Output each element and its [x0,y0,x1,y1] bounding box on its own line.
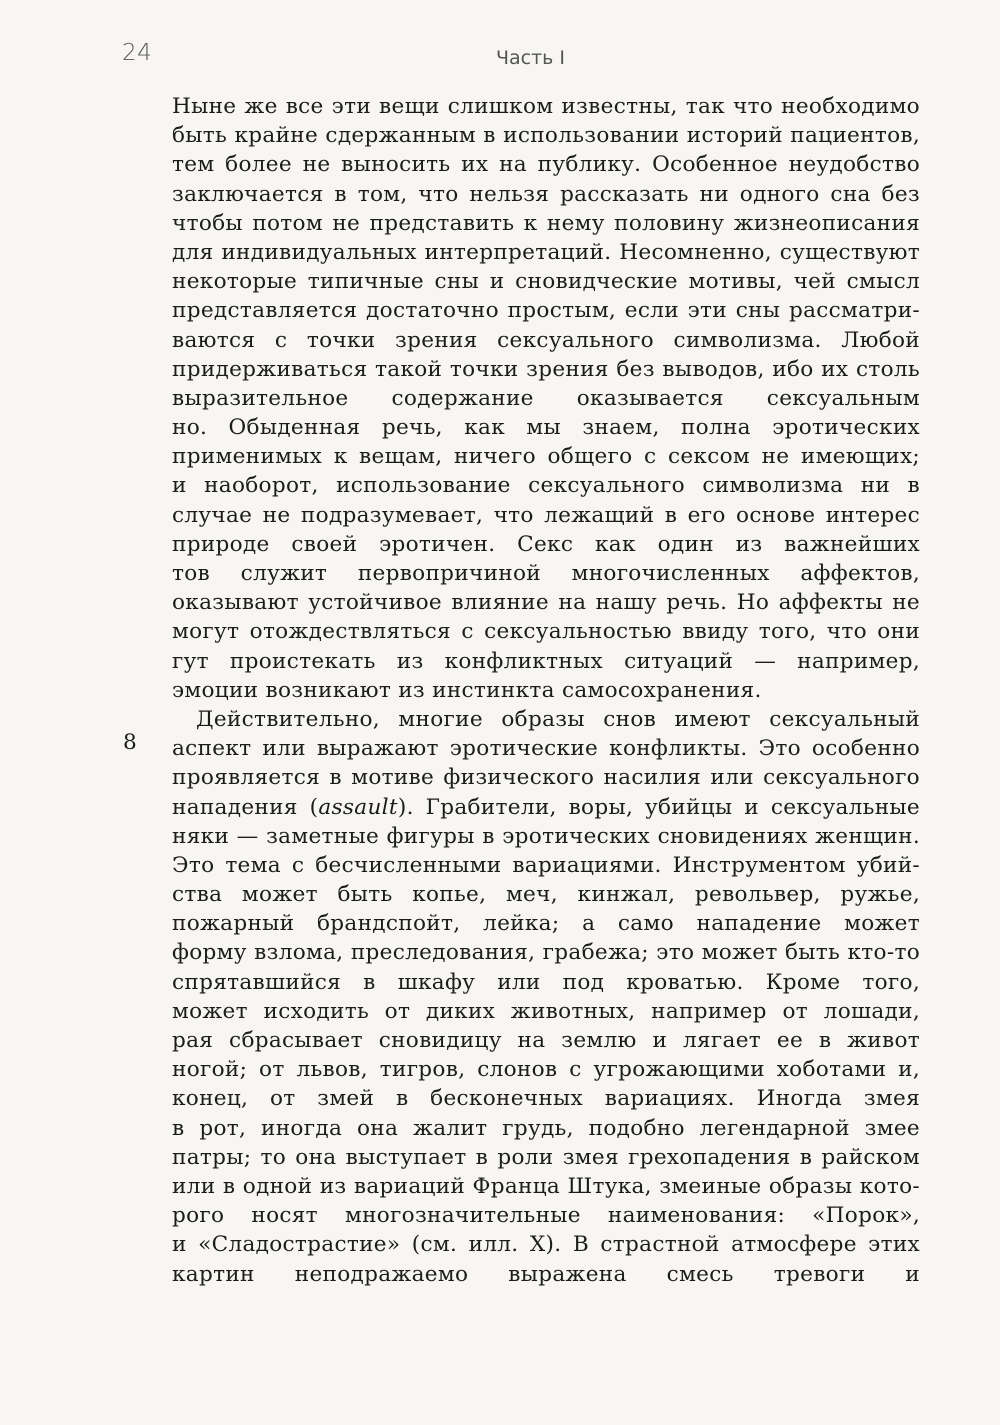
text-line: патры; то она выступает в роли змея грехопадения в райском [172,1144,920,1170]
text-fragment: ). Грабители, воры, убийцы и сексуальные [397,794,920,820]
text-line: придерживаться такой точки зрения без выводов, ибо их столь [172,356,920,382]
paragraph-number: 8 [123,730,137,755]
text-line: ваются с точки зрения сексуального символизма. Любой [172,327,920,353]
text-fragment: нападения ( [172,794,319,820]
text-line: и «Сладострастие» (см. илл. X). В страстной атмосфере этих [172,1232,920,1258]
text-line: и наоборот, использование сексуального символизма ни в [172,473,920,499]
text-line-with-italic [172,793,920,822]
text-line: но. Обыденная речь, как мы знаем, полна эротических [172,415,920,441]
text-line: тем более не выносить их на публику. Особенное неудобство [172,152,920,178]
text-line: в рот, иногда она жалит грудь, подобно легендарной змее [172,1115,920,1141]
page-number: 24 [122,40,153,66]
text-line: рого носят многозначительные наименования: «Порок», [172,1203,920,1229]
text-line: конец, от змей в бесконечных вариациях. Иногда змея [172,1086,920,1112]
text-line: гут проистекать из конфликтных ситуаций — например, [172,648,920,674]
italic-term: assault [318,794,398,820]
text-line: аспект или выражают эротические конфликты. Это особенно [172,736,920,762]
text-line: может исходить от диких животных, например от лошади, [172,998,920,1024]
text-line: ногой; от львов, тигров, слонов с угрожающими хоботами и, [172,1057,920,1083]
text-line: форму взлома, преследования, грабежа; это может быть кто-то [172,940,920,966]
body-text [172,92,920,1289]
text-line: проявляется в мотиве физического насилия или сексуального [172,765,920,791]
text-line: пожарный брандспойт, лейка; а само нападение может [172,911,920,937]
running-title: Часть I [496,47,566,69]
text-line: чтобы потом не представить к нему половину жизнеописания [172,210,920,236]
text-line: случае не подразумевает, что лежащий в его основе интерес [172,502,920,528]
text-line: рая сбрасывает сновидицу на землю и лягает ее в живот [172,1028,920,1053]
text-line: выразительное содержание оказывается сексуальным [172,385,920,411]
text-line: спрятавшийся в шкафу или под кроватью. Кроме того, [172,969,920,995]
text-line: эмоции возникают из инстинкта самосохранения. [172,677,762,703]
text-line: оказывают устойчивое влияние на нашу речь. Но аффекты не [172,590,920,616]
text-line: быть крайне сдержанным в использовании историй пациентов, [172,123,920,149]
text-line: для индивидуальных интерпретаций. Несомненно, существуют [172,239,920,265]
text-line: или в одной из вариаций Франца Штука, змеиные образы кото- [172,1173,920,1199]
text-line: Действительно, многие образы снов имеют сексуальный [196,706,920,732]
text-line: применимых к вещам, ничего общего с сексом не имеющих; [172,444,920,470]
text-line: няки — заметные фигуры в эротических сновидениях женщин. [172,823,920,849]
text-line: заключается в том, что нельзя рассказать ни одного сна без [172,181,920,207]
text-line: ства может быть копье, меч, кинжал, револьвер, ружье, [172,882,920,908]
text-line: тов служит первопричиной многочисленных аффектов, [172,561,920,586]
text-line: могут отождествляться с сексуальностью ввиду того, что они [172,619,920,645]
text-line: картин неподражаемо выражена смесь тревоги и [172,1261,920,1287]
text-line: природе своей эротичен. Секс как один из важнейших [172,531,920,557]
text-line: представляется достаточно простым, если эти сны рассматри- [172,298,920,324]
text-line: Ныне же все эти вещи слишком известны, так что необходимо [172,94,920,119]
text-line: Это тема с бесчисленными вариациями. Инструментом убий- [172,852,920,878]
text-line: некоторые типичные сны и сновидческие мотивы, чей смысл [172,269,920,295]
